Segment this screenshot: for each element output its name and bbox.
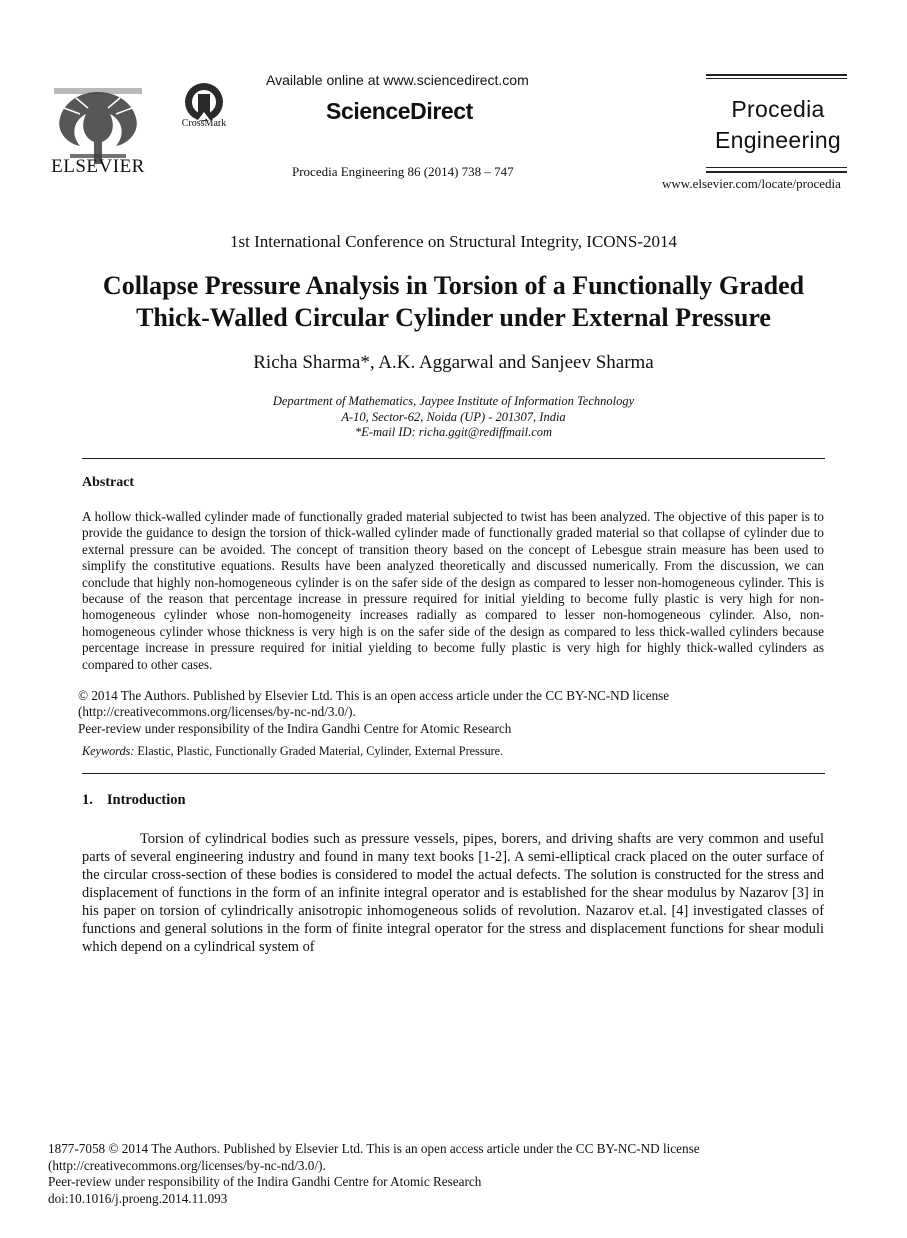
footer-peer-review: Peer-review under responsibility of the Indira Gandhi Centre for Atomic Research (48, 1174, 482, 1189)
footer-paren-close: ). (318, 1157, 326, 1173)
footer-paren-open: ( (48, 1157, 53, 1173)
paper-title-line1: Collapse Pressure Analysis in Torsion of a Functionally Graded (102, 271, 805, 300)
section-number: 1. (82, 792, 93, 808)
paren-open: ( (78, 704, 83, 720)
authors: Richa Sharma*, A.K. Aggarwal and Sanjeev Sharma (253, 352, 654, 373)
abstract-heading: Abstract (82, 475, 135, 490)
affiliation-email: *E-mail ID: richa.ggit@rediffmail.com (354, 425, 553, 439)
paper-title (40, 270, 867, 334)
license-link[interactable]: http://creativecommons.org/licenses/by-nc-nd/3.0/ (82, 704, 349, 720)
journal-title (708, 94, 848, 156)
paren-close: ). (348, 704, 356, 720)
journal-title-line1: Procedia (731, 96, 825, 122)
divider-bottom (82, 773, 825, 774)
keywords-text: Elastic, Plastic, Functionally Graded Material, Cylinder, External Pressure. (134, 744, 504, 758)
section-heading-introduction (82, 792, 186, 809)
footer-license-link[interactable]: http://creativecommons.org/licenses/by-nc-nd/3.0/ (52, 1157, 319, 1173)
affiliation (0, 394, 907, 441)
license-notice (78, 688, 838, 737)
peer-review-line: Peer-review under responsibility of the Indira Gandhi Centre for Atomic Research (78, 720, 512, 736)
footer-issn-license: 1877-7058 © 2014 The Authors. Published by Elsevier Ltd. This is an open access article under the CC BY-NC-ND license (48, 1141, 700, 1156)
divider-top (82, 458, 825, 459)
crossmark-label: CrossMark (181, 118, 227, 129)
affiliation-line1: Department of Mathematics, Jaypee Institute of Information Technology (272, 394, 635, 408)
keywords (82, 744, 824, 759)
license-line: © 2014 The Authors. Published by Elsevier Ltd. This is an open access article under the CC BY-NC-ND license (78, 688, 670, 703)
journal-url-link[interactable]: www.elsevier.com/locate/procedia (662, 176, 841, 191)
elsevier-wordmark: ELSEVIER (51, 156, 145, 177)
abstract-text: A hollow thick-walled cylinder made of functionally graded material subjected to twist has been analyzed. The objective of this paper is to provide the guidance to design the torsion of thick-walled cylinder made of functionally graded material so that collapse of cylinder due to external pressure can be avoided. The concept of transition theory based on the concept of Lebesgue strain measure has been used to simplify the constitutive equations. Results have been analyzed theoretically and discussed numerically. From the discussion, we can conclude that highly non-homogeneous cylinder is on the safer side of the design as compared to lesser non-homogeneous cylinder. This is because of the reason that percentage increase in pressure required for initial yielding to become fully plastic is very high for non-homogeneous cylinder whose non-homogeneity increases radially as compared to lesser non-homogeneous cylinder. Also, non-homogeneous cylinder whose thickness is very high is on the safer side of the design as compared to less thick-walled cylinders because percentage increase in pressure required for initial yielding to become fully plastic is very high for highly thick-walled cylinders as compared to other cases. (82, 509, 824, 672)
keywords-label: Keywords: (82, 744, 135, 758)
section-title: Introduction (106, 792, 186, 808)
journal-rule-bottom (706, 171, 847, 173)
conference-name: 1st International Conference on Structural Integrity, ICONS-2014 (230, 232, 677, 251)
affiliation-line2: A-10, Sector-62, Noida (UP) - 201307, India (341, 409, 566, 424)
license-link-line (78, 704, 838, 720)
footer-doi[interactable]: doi:10.1016/j.proeng.2014.11.093 (48, 1190, 228, 1206)
journal-rule-bottom-thin (706, 167, 847, 168)
journal-title-line2: Engineering (714, 127, 842, 153)
journal-rule-top (706, 74, 847, 76)
sciencedirect-logo-text: ScienceDirect (326, 98, 473, 124)
introduction-text: Torsion of cylindrical bodies such as pressure vessels, pipes, borers, and driving shafts are very common and useful parts of several engineering industry and found in many text books [1-2]. A semi-elliptical crack placed on the outer surface of the circular cross-section of these bodies is considered to model the actual defects. The solution is constructed for the stress and displacement of functions in the form of an infinite integral operator and is established for the shear modulus by Nazarov [3] in his paper on torsion of cylindrically anisotropic inhomogeneous solids of revolution. Nazarov et.al. [4] investigated classes of functions and general solutions in the form of finite integral operator for the stress and displacement functions for shear moduli which depend on a cylindrical system of (82, 831, 824, 955)
footer-link-line (48, 1158, 848, 1175)
available-online-text: Available online at www.sciencedirect.com (266, 72, 529, 88)
journal-citation: Procedia Engineering 86 (2014) 738 – 747 (292, 164, 514, 179)
paper-title-line2: Thick-Walled Circular Cylinder under External Pressure (136, 303, 771, 332)
journal-rule-top-thin (706, 78, 847, 79)
footer (48, 1141, 848, 1207)
